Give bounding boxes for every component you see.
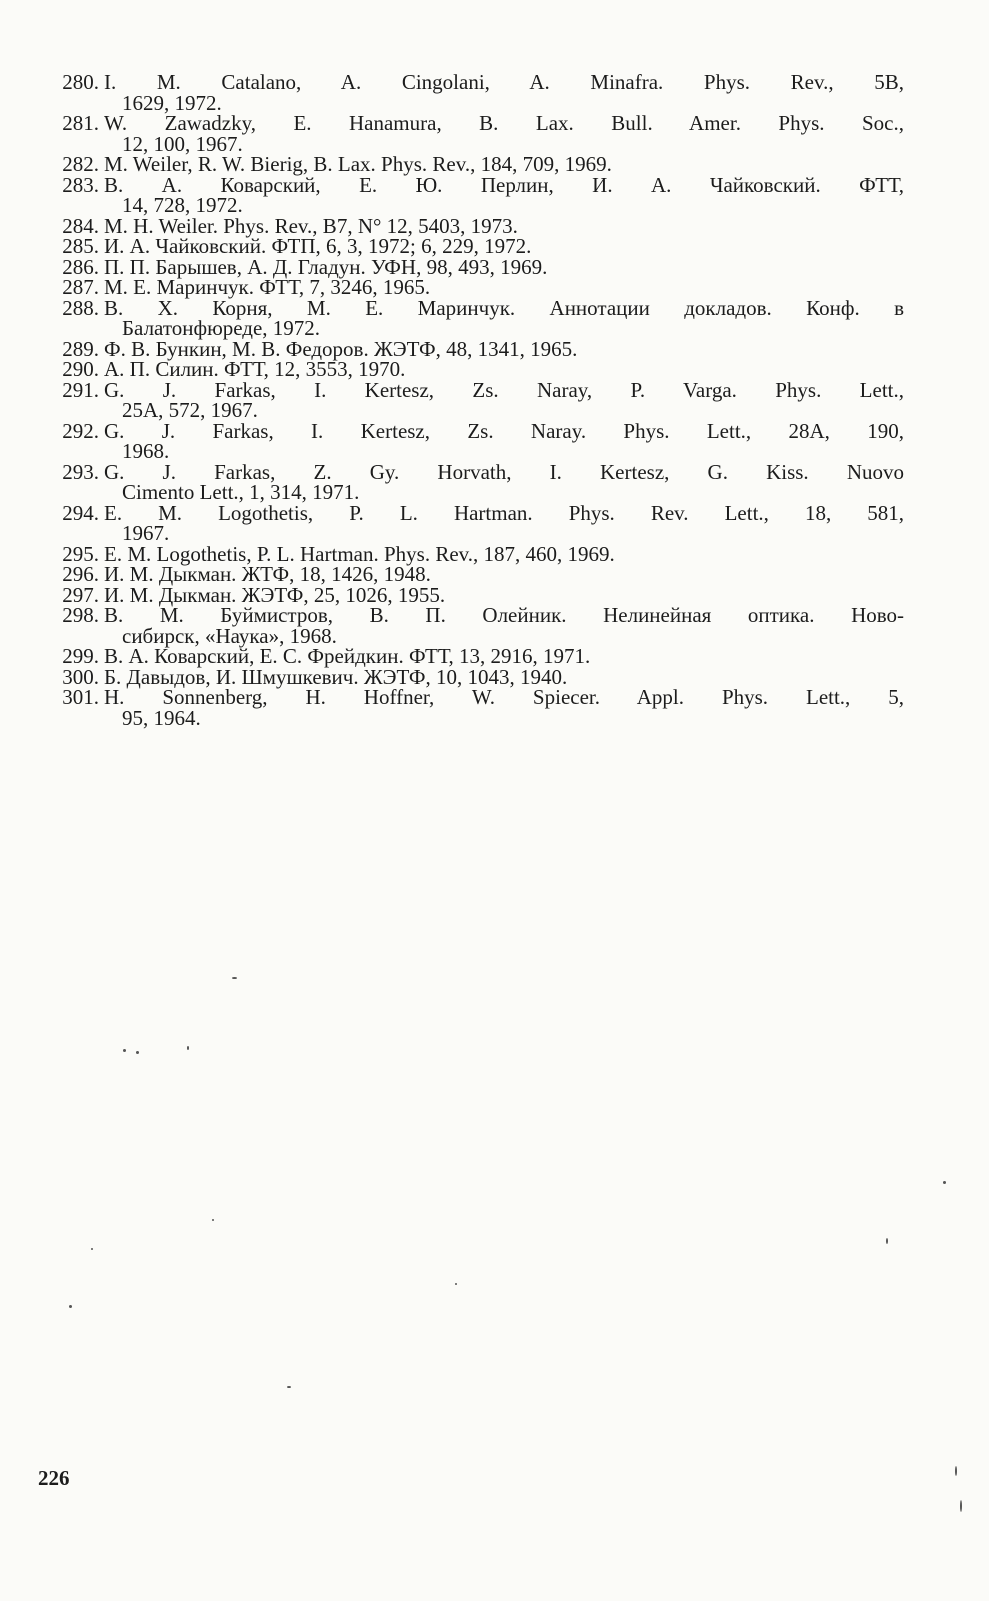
reference-first-line: А. П. Силин. ФТТ, 12, 3553, 1970. xyxy=(104,357,406,381)
reference-number: 289. xyxy=(62,336,99,361)
reference-number: 298. xyxy=(62,603,99,627)
reference-text xyxy=(104,459,904,504)
reference-first-line: М. Е. Маринчук. ФТТ, 7, 3246, 1965. xyxy=(104,275,431,299)
scan-speck xyxy=(187,1046,189,1050)
reference-text xyxy=(104,582,904,607)
reference-first-line: И. М. Дыкман. ЖТФ, 18, 1426, 1948. xyxy=(104,562,431,586)
reference-number: 297. xyxy=(62,582,99,607)
reference-first-line: E. M. Logothetis, P. L. Hartman. Phys. Rev., 187, 460, 1969. xyxy=(104,541,615,566)
reference-first-line: Ф. В. Бункин, М. В. Федоров. ЖЭТФ, 48, 1341, 1965. xyxy=(104,336,578,361)
reference-first-line: В. М. Буймистров, В. П. Олейник. Нелинейная оптика. Ново- xyxy=(104,603,904,627)
reference-text xyxy=(104,418,904,463)
reference-number: 291. xyxy=(62,377,99,402)
reference-text xyxy=(104,213,904,238)
reference-item xyxy=(0,213,989,238)
reference-number: 286. xyxy=(62,254,99,279)
reference-continuation-line: 1968. xyxy=(122,439,170,463)
scan-speck xyxy=(287,1386,291,1388)
reference-continuation-line: 25A, 572, 1967. xyxy=(122,398,258,422)
reference-text xyxy=(104,236,904,257)
reference-continuation-line: Cimento Lett., 1, 314, 1971. xyxy=(122,480,360,504)
reference-item xyxy=(0,459,989,504)
reference-item xyxy=(0,336,989,361)
reference-text xyxy=(104,72,904,113)
reference-continuation-line: 95, 1964. xyxy=(122,705,201,730)
reference-text xyxy=(104,605,904,646)
reference-number: 280. xyxy=(62,70,99,94)
scan-speck xyxy=(455,1283,457,1285)
reference-number: 285. xyxy=(62,234,99,258)
reference-text xyxy=(104,336,904,361)
reference-number: 293. xyxy=(62,459,99,484)
reference-item xyxy=(0,605,989,646)
reference-number: 300. xyxy=(62,664,99,689)
reference-first-line: G. J. Farkas, Z. Gy. Horvath, I. Kertesz, G. Kiss. Nuovo xyxy=(104,459,904,484)
reference-continuation-line: 12, 100, 1967. xyxy=(122,131,243,156)
reference-number: 287. xyxy=(62,275,99,299)
reference-item xyxy=(0,377,989,422)
reference-list xyxy=(0,72,989,728)
reference-number: 299. xyxy=(62,644,99,668)
reference-number: 296. xyxy=(62,562,99,586)
reference-first-line: И. М. Дыкман. ЖЭТФ, 25, 1026, 1955. xyxy=(104,582,446,607)
reference-text xyxy=(104,359,904,380)
reference-continuation-line: Балатонфюреде, 1972. xyxy=(122,316,321,340)
reference-text xyxy=(104,154,904,175)
reference-text xyxy=(104,113,904,154)
reference-number: 284. xyxy=(62,213,99,238)
reference-item xyxy=(0,582,989,607)
reference-item xyxy=(0,72,989,113)
reference-item xyxy=(0,295,989,340)
reference-first-line: В. Х. Корня, М. Е. Маринчук. Аннотации докладов. Конф. в xyxy=(104,295,904,320)
reference-first-line: W. Zawadzky, E. Hanamura, B. Lax. Bull. Amer. Phys. Soc., xyxy=(104,111,904,135)
reference-continuation-line: 1629, 1972. xyxy=(122,90,222,115)
reference-item xyxy=(0,154,989,175)
reference-item xyxy=(0,418,989,463)
reference-text xyxy=(104,664,904,689)
reference-number: 290. xyxy=(62,357,99,381)
reference-first-line: G. J. Farkas, I. Kertesz, Zs. Naray, P. Varga. Phys. Lett., xyxy=(104,377,904,402)
reference-number: 292. xyxy=(62,418,99,443)
reference-item xyxy=(0,564,989,585)
reference-text xyxy=(104,564,904,585)
reference-first-line: H. Sonnenberg, H. Hoffner, W. Spiecer. Appl. Phys. Lett., 5, xyxy=(104,685,904,709)
reference-item xyxy=(0,236,989,257)
reference-item xyxy=(0,646,989,667)
scan-speck xyxy=(955,1466,957,1476)
scan-speck xyxy=(136,1051,139,1054)
scan-speck xyxy=(232,977,237,979)
scan-speck xyxy=(69,1305,72,1308)
reference-item xyxy=(0,113,989,154)
reference-item xyxy=(0,687,989,728)
scan-speck xyxy=(212,1219,214,1221)
reference-item xyxy=(0,254,989,279)
reference-first-line: I. M. Catalano, A. Cingolani, A. Minafra. Phys. Rev., 5B, xyxy=(104,70,904,94)
reference-text xyxy=(104,646,904,667)
reference-first-line: В. А. Коварский, Е. Ю. Перлин, И. А. Чайковский. ФТТ, xyxy=(104,172,904,197)
reference-item xyxy=(0,541,989,566)
reference-text xyxy=(104,687,904,728)
reference-number: 295. xyxy=(62,541,99,566)
reference-first-line: E. M. Logothetis, P. L. Hartman. Phys. Rev. Lett., 18, 581, xyxy=(104,500,904,525)
reference-number: 283. xyxy=(62,172,99,197)
reference-text xyxy=(104,541,904,566)
page-number: 226 xyxy=(38,1466,70,1490)
reference-number: 288. xyxy=(62,295,99,320)
scan-speck xyxy=(91,1248,93,1250)
reference-item xyxy=(0,172,989,217)
reference-text xyxy=(104,172,904,217)
reference-first-line: В. А. Коварский, Е. С. Фрейдкин. ФТТ, 13, 2916, 1971. xyxy=(104,644,591,668)
reference-first-line: Б. Давыдов, И. Шмушкевич. ЖЭТФ, 10, 1043, 1940. xyxy=(104,664,568,689)
scan-speck xyxy=(943,1181,946,1184)
reference-first-line: M. H. Weiler. Phys. Rev., B7, N° 12, 5403, 1973. xyxy=(104,213,518,238)
reference-number: 282. xyxy=(62,152,99,176)
reference-first-line: G. J. Farkas, I. Kertesz, Zs. Naray. Phys. Lett., 28A, 190, xyxy=(104,418,904,443)
reference-text xyxy=(104,254,904,279)
reference-item xyxy=(0,359,989,380)
reference-text xyxy=(104,295,904,340)
reference-first-line: П. П. Барышев, А. Д. Гладун. УФН, 98, 493, 1969. xyxy=(104,254,548,279)
scan-speck xyxy=(123,1049,126,1052)
reference-item xyxy=(0,277,989,298)
reference-continuation-line: 1967. xyxy=(122,521,170,545)
reference-number: 294. xyxy=(62,500,99,525)
reference-first-line: И. А. Чайковский. ФТП, 6, 3, 1972; 6, 229, 1972. xyxy=(104,234,532,258)
scan-speck xyxy=(886,1238,888,1244)
reference-text xyxy=(104,377,904,422)
reference-number: 281. xyxy=(62,111,99,135)
reference-text xyxy=(104,277,904,298)
reference-continuation-line: сибирск, «Наука», 1968. xyxy=(122,623,337,648)
reference-continuation-line: 14, 728, 1972. xyxy=(122,193,243,217)
reference-first-line: M. Weiler, R. W. Bierig, B. Lax. Phys. Rev., 184, 709, 1969. xyxy=(104,152,612,176)
reference-text xyxy=(104,500,904,545)
reference-item xyxy=(0,500,989,545)
scan-speck xyxy=(960,1500,962,1512)
reference-item xyxy=(0,664,989,689)
reference-number: 301. xyxy=(62,685,99,709)
